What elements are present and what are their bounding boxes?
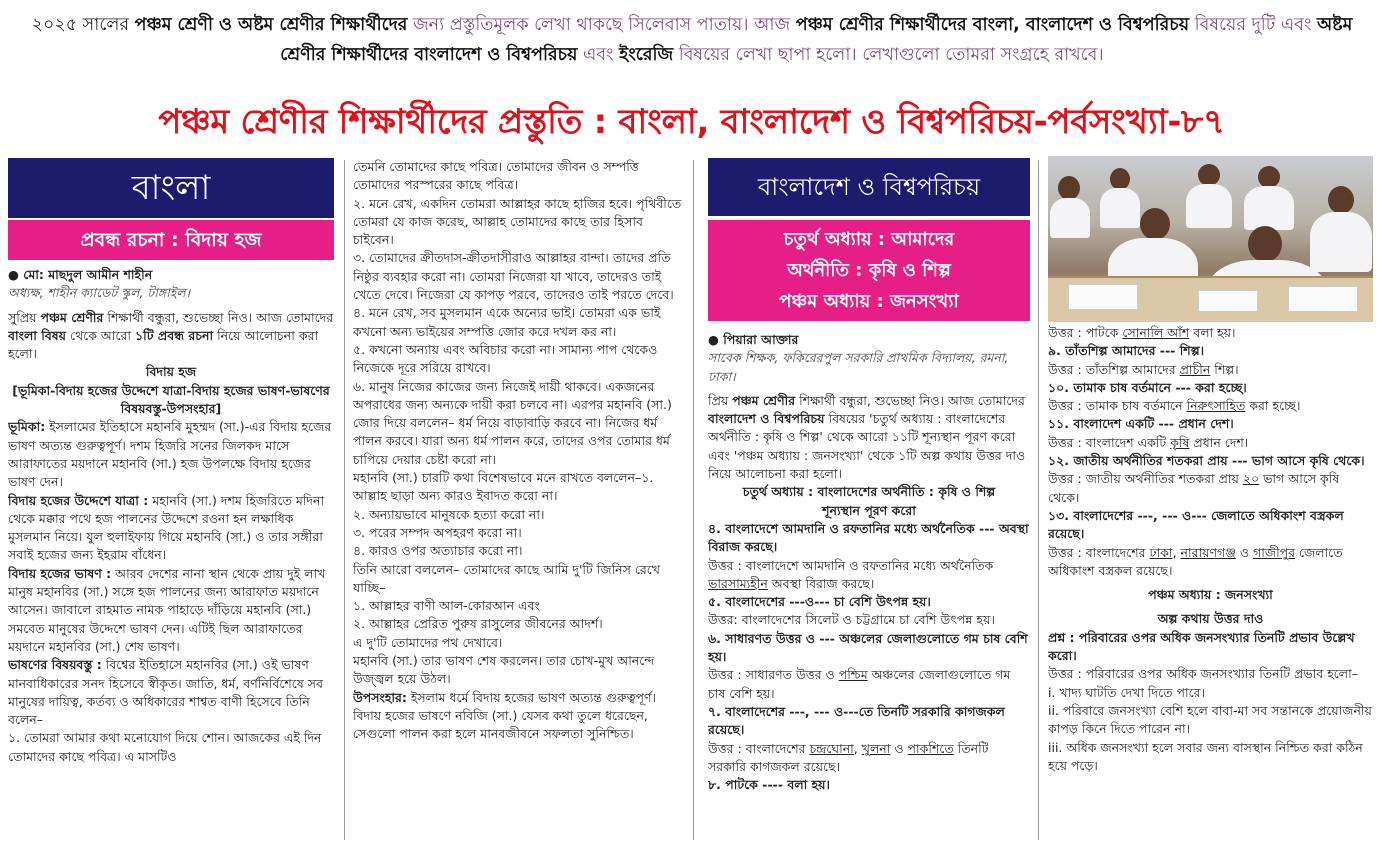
- speech-text: মহানবি (সা.) তার ভাষণ শেষ করলেন। তার চোখ-মুখ আনন্দে উজ্জ্বল হয়ে উঠল।: [353, 653, 655, 687]
- answer: [1048, 324, 1373, 342]
- question: ৬. সাধারণত উত্তর ও --- অঞ্চলের জেলাগুলোতে গম চাষ বেশি হয়।: [708, 630, 1028, 665]
- speech-point: ৪. কারও ওপর অত্যাচার করো না।: [353, 543, 523, 559]
- intro-text: অষ্টম শ্রেণীর শিক্ষার্থীদের বাংলাদেশ ও বিশ্বপরিচয়: [280, 15, 1353, 65]
- column-divider: [344, 160, 345, 840]
- speech-point: ২. মনে রেখ, একদিন তোমরা আল্লাহর কাছে হাজির হবে। পৃথিবীতে তোমরা যে কাজ করেছ, আল্লাহ তোমাদের কাছে তার হিসাব চাইবেন।: [353, 195, 682, 248]
- section-conclusion: [353, 689, 683, 744]
- text: উত্তর : বাংলাদেশে আমদানি ও রফতানির মধ্যে অর্থনৈতিক: [708, 557, 994, 573]
- text: পঞ্চম শ্রেণীর: [732, 392, 796, 408]
- answer-word: কৃষি: [1170, 434, 1190, 450]
- question: ১৩. বাংলাদেশের ---, --- ও--- জেলাতে অধিকাংশ বস্ত্রকল রয়েছে।: [1048, 507, 1344, 542]
- text: উত্তর : জাতীয় অর্থনীতির শতকরা প্রায়: [1048, 471, 1243, 487]
- text: মহানবি (সা.) দশম হিজরিতে মদিনা থেকে মক্কার পথে হজ পালনের উদ্দেশে রওনা হন লক্ষাধিক মুসলমান নিয়ে। যুল হুলাইফায় গিয়ে মহানবি (সা.) ও তার সঙ্গীরা সবাই হজের জন্য ইহরাম বাঁধেন।: [8, 492, 325, 563]
- question: ১১. বাংলাদেশ একটি --- প্রধান দেশ।: [1048, 416, 1234, 432]
- text: উত্তর : বাংলাদেশের: [1048, 544, 1150, 560]
- speech-point: ৩. পরের সম্পদ অপহরণ করো না।: [353, 524, 522, 540]
- answer: [708, 740, 1030, 777]
- author-name: ● মো: মাছদুল আমীন শাহীন: [8, 267, 153, 282]
- answer-point: i. খাদ্য ঘাটতি দেখা দিতে পারে।: [1048, 684, 1205, 700]
- text: শিল্প।: [1210, 361, 1239, 377]
- answer-word: গাজীপুর: [1253, 544, 1296, 560]
- speech-point: মহানবি (সা.) চারটি কথা বিশেষভাবে মনে রাখতে বললেন–১. আল্লাহ ছাড়া অন্য কারও ইবাদত করো না।: [353, 470, 654, 504]
- question: ৪. বাংলাদেশে আমদানি ও রফতানির মধ্যে অর্থনৈতিক --- অবস্থা বিরাজ করছে।: [708, 520, 1029, 555]
- author-role: অধ্যক্ষ, শাহীন ক্যাডেট স্কুল, টাঙ্গাইল।: [8, 285, 191, 301]
- speech-point: ৩. তোমাদের ক্রীতদাস-ক্রীতদাসীরাও আল্লাহর বান্দা। তাদের প্রতি নিষ্ঠুর ব্যবহার করো না। তোমরা নিজেরা যা খাবে, তাদেরও তাই খেতে দেবে। নিজেরা যে কাপড় পরবে, তাদেরও তাই পরতে দেবে।: [353, 250, 674, 303]
- text: বাংলাদেশ ও বিশ্বপরিচয়: [708, 411, 825, 427]
- section-journey: [8, 492, 334, 565]
- students-exam-photo: [1048, 156, 1373, 322]
- question: ৫. বাংলাদেশের ---ও--- চা বেশি উৎপন্ন হয়।: [708, 594, 931, 610]
- author-role: সাবেক শিক্ষক, ফকিরেরপুল সরকারি প্রাথমিক বিদ্যালয়, রমনা, ঢাকা।: [708, 350, 1009, 384]
- intro-text: বিষয়ের লেখা ছাপা হলো। লেখাগুলো তোমরা সংগ্রহে রাখবে।: [673, 45, 1104, 65]
- text: ,: [853, 740, 862, 756]
- answer-word: নিরুৎসাহিত: [1186, 398, 1246, 414]
- section-content: [8, 656, 334, 729]
- chapter-line: পঞ্চম অধ্যায় : জনসংখ্যা: [779, 291, 959, 312]
- speech-point: ৪. মনে রেখ, সব মুসলমান একে অন্যের ভাই। তোমরা এক ভাই কখনো অন্য ভাইয়ের সম্পত্তি জোর করে দখল কর না।: [353, 305, 661, 339]
- column-bangla-continued: [353, 158, 683, 848]
- text: ও: [890, 740, 908, 756]
- answer-word: পশ্চিম: [838, 667, 868, 683]
- chapter-title: চতুর্থ অধ্যায় : বাংলাদেশের অর্থনীতি : কৃষি ও শিল্প: [742, 484, 996, 500]
- text: উত্তর : তাঁতশিল্প আমাদের: [1048, 361, 1180, 377]
- chapter-title: পঞ্চম অধ্যায় : জনসংখ্যা: [1148, 587, 1273, 603]
- answer: [1048, 470, 1373, 507]
- speech-point: ১. আল্লাহর বাণী আল-কোরআন এবং: [353, 598, 540, 614]
- text: সুপ্রিয়: [8, 309, 41, 325]
- answer-word: নারায়ণগঞ্জ: [1180, 544, 1236, 560]
- bgs-banner: বাংলাদেশ ও বিশ্বপরিচয়: [708, 158, 1030, 216]
- question: ১২. জাতীয় অর্থনীতির শতকরা প্রায় --- ভাগ আসে কৃষি থেকে।: [1048, 453, 1365, 469]
- chapter-line: অর্থনীতি : কৃষি ও শিল্প: [787, 260, 951, 281]
- speech-point: ২. অন্যায়ভাবে মানুষকে হত্যা করো না।: [353, 506, 545, 522]
- column-bangla: [8, 158, 334, 848]
- exercise-title: শূন্যস্থান পূরণ করো: [822, 502, 916, 518]
- intro-text: পঞ্চম শ্রেণীর শিক্ষার্থীদের বাংলা, বাংলাদেশ ও বিশ্বপরিচয়: [795, 15, 1190, 35]
- text: জেলাতে অধিকাংশ বস্ত্রকল রয়েছে।: [1048, 544, 1343, 578]
- answer-word: ঢাকা: [1149, 544, 1173, 560]
- text: ইসলামের ইতিহাসে মহানবি মুহম্মদ (সা.)-এর বিদায় হজের ভাষণ অত্যন্ত গুরুত্বপূর্ণ। দশম হিজরি সনের জিলকদ মাসে আরাফাতের ময়দানে মহানবি (সা.) হজ উপলক্ষে বিদায় হজের ভাষণ দেন।: [8, 419, 332, 490]
- text: ভাগ আসে কৃষি থেকে।: [1048, 471, 1340, 505]
- answer-word: পাকশিতে: [907, 740, 954, 756]
- intro-text: ইংরেজি: [619, 45, 674, 65]
- answer-point: iii. অধিক জনসংখ্যা হলে সবার জন্য বাসস্থান নিশ্চিত করা কঠিন হয়ে পড়ে।: [1048, 739, 1363, 773]
- answer: উত্তর : পরিবারের ওপর অধিক জনসংখ্যার তিনটি প্রভাব হলো–: [1048, 666, 1358, 682]
- question: ৮. পাটকে ---- বলা হয়।: [708, 777, 831, 793]
- intro-text: পঞ্চম শ্রেণী ও অষ্টম শ্রেণীর শিক্ষার্থীদের: [134, 15, 408, 35]
- essay-intro: [8, 309, 334, 364]
- speech-point: ৫. কখনো অন্যায় এবং অবিচার করো না। সামান্য পাপ থেকেও নিজেকে দূরে সরিয়ে রাখবে।: [353, 341, 658, 376]
- speech-text: এ দু'টি তোমাদের পথ দেখাবে।: [353, 634, 503, 650]
- text: উত্তর : বাংলাদেশের: [708, 740, 810, 756]
- answer: [1048, 544, 1373, 581]
- answer: [1048, 397, 1373, 415]
- essay-outline: [ভূমিকা-বিদায় হজের উদ্দেশে যাত্রা-বিদায় হজের ভাষণ-ভাষণের বিষয়বস্তু-উপসংহার]: [12, 382, 330, 417]
- text: বলা হয়।: [1189, 325, 1236, 340]
- column-bgs: [708, 158, 1030, 848]
- question: প্রশ্ন : পরিবারের ওপর অধিক জনসংখ্যার তিনটি প্রভাব উল্লেখ করো।: [1048, 629, 1355, 664]
- intro-text: এবং: [577, 45, 620, 65]
- text: শিক্ষার্থী বন্ধুরা, শুভেচ্ছা নিও। আজ তোমাদের: [103, 309, 334, 325]
- intro-text: বিষয়ের দুটি এবং: [1189, 15, 1317, 35]
- text: উত্তর : সাধারণত উত্তর ও: [708, 667, 839, 683]
- section-heading: বিদায় হজের ভাষণ :: [8, 565, 112, 581]
- text: বাংলা বিষয়: [8, 327, 67, 343]
- text: তিনটি সরকারি কাগজকল রয়েছে।: [708, 740, 989, 774]
- answer-word: ২০: [1242, 471, 1260, 487]
- text: ,: [1172, 544, 1181, 560]
- answer: [708, 557, 1030, 594]
- question: ৭. বাংলাদেশের ---, --- ও---তে তিনটি সরকারি কাগজকল রয়েছে।: [708, 703, 1005, 738]
- text: অঞ্চলের জেলাগুলোতে গম চাষ বেশি হয়।: [708, 667, 1011, 701]
- text: থেকে আরো: [66, 327, 136, 343]
- author-name: ● পিয়ারা আক্তার: [708, 332, 799, 347]
- text: শিক্ষার্থী বন্ধুরা, শুভেচ্ছা নিও। আজ তোমাদের: [795, 392, 1025, 408]
- section-heading: ভাষণের বিষয়বস্তু :: [8, 657, 102, 673]
- speech-point: ৬. মানুষ নিজের কাজের জন্য নিজেই দায়ী থাকবে। একজনের অপরাধের জন্য অন্যকে দায়ী করা চলবে না। এরপর মহানবি (সা.) জোর দিয়ে বললেন– ধর্ম নিয়ে বাড়াবাড়ি করবে না। নিজের ধর্ম পালন করবে। যারা অন্য ধর্ম পালন করে, তাদের ওপর তোমার ধর্ম চাপিয়ে দেয়ার চেষ্টা করো না।: [353, 378, 672, 467]
- text: উত্তর : তামাক চাষ বর্তমানে: [1048, 398, 1187, 414]
- text: প্রিয়: [708, 392, 733, 408]
- bangla-banner: বাংলা: [8, 158, 334, 218]
- text: করা হচ্ছে।: [1245, 398, 1301, 414]
- essay-title: বিদায় হজ: [145, 364, 197, 380]
- speech-point: ২. আল্লাহর প্রেরিত পুরুষ রাসুলের জীবনের আদর্শ।: [353, 616, 603, 632]
- section-heading: বিদায় হজের উদ্দেশে যাত্রা :: [8, 492, 149, 508]
- text: অবস্থা বিরাজ করছে।: [767, 575, 875, 591]
- text: নিয়ে আলোচনা করা হলো।: [8, 327, 319, 362]
- text: প্রধান দেশ।: [1189, 434, 1249, 450]
- text: ইসলাম ধর্মে বিদায় হজের ভাষণ অত্যন্ত গুরুত্বপূর্ণ। বিদায় হজের ভাষণে নবিজি (সা.) যেসব কথা তুলে ধরেছেন, সেগুলো পালন করা হলে মানবজীবনে সফলতা সুনিশ্চিত।: [353, 689, 657, 742]
- answer-word: খুলনা: [861, 740, 891, 756]
- answer-word: প্রাচীন: [1179, 361, 1211, 377]
- page-headline: পঞ্চম শ্রেণীর শিক্ষার্থীদের প্রস্তুতি : বাংলা, বাংলাদেশ ও বিশ্বপরিচয়-পর্বসংখ্যা-৮৭: [158, 102, 1225, 142]
- intro-notice: [12, 10, 1372, 70]
- answer: [1048, 434, 1373, 452]
- text: ১টি প্রবন্ধ রচনা: [135, 327, 214, 343]
- answer: উত্তর: বাংলাদেশের সিলেট ও চট্টগ্রামে চা বেশি উৎপন্ন হয়।: [708, 612, 995, 628]
- text: আরব দেশের নানা স্থান থেকে প্রায় দুই লাখ মানুষ মহানবির (সা.) সঙ্গে হজ পালনের জন্য আরাফাত ময়দানে আসেন। জাবালে রাহমাত নামক পাহাড়ে দাঁড়িয়ে মহানবি (সা.) সমবেত মানুষের উদ্দেশে ভাষণ দেন। এটিই ছিল আরাফাতের ময়দানে মহানবির (সা.) শেষ ভাষণ।: [8, 565, 326, 654]
- text: উত্তর : পাটকে: [1048, 325, 1123, 340]
- section-heading: উপসংহার:: [353, 689, 407, 705]
- intro-text: ২০২৫ সালের: [31, 15, 135, 35]
- speech-text: তেমনি তোমাদের কাছে পবিত্র। তোমাদের জীবন ও সম্পত্তি তোমাদের পরস্পরের কাছে পবিত্র।: [353, 159, 639, 193]
- answer-word: চন্দ্রঘোনা: [809, 740, 854, 756]
- section-intro: [8, 418, 334, 491]
- section-heading: ভূমিকা:: [8, 419, 46, 435]
- question: ১০. তামাক চাষ বর্তমানে --- করা হচ্ছে।: [1048, 379, 1247, 395]
- text: ও: [1235, 544, 1254, 560]
- speech-point-1: ১. তোমরা আমার কথা মনোযোগ দিয়ে শোন। আজকের এই দিন তোমাদের কাছে পবিত্র। এ মাসটিও: [8, 730, 322, 764]
- chapter-line: চতুর্থ অধ্যায় : আমাদের: [783, 229, 955, 250]
- speech-text: তিনি আরো বললেন– তোমাদের কাছে আমি দু'টি জিনিস রেখে যাচ্ছি–: [353, 561, 660, 595]
- lesson-intro: [708, 392, 1030, 483]
- answer-word: সোনালি আঁশ: [1122, 325, 1190, 340]
- answer-word: ভারসাম্যহীন: [708, 575, 768, 591]
- exercise-title: অল্প কথায় উত্তর দাও: [1157, 611, 1264, 627]
- intro-text: জন্য প্রস্তুতিমূলক লেখা থাকছে সিলেবাস পাতায়। আজ: [407, 15, 796, 35]
- answer: [708, 666, 1030, 703]
- column-bgs-continued: [1048, 324, 1373, 844]
- answer-point: ii. পরিবারে জনসংখ্যা বেশি হলে বাবা-মা সব সন্তানকে প্রয়োজনীয় কাপড় কিনে দিতে পারেন না।: [1048, 702, 1372, 737]
- answer: [1048, 361, 1373, 379]
- text: বিষয়ের 'চতুর্থ অধ্যায় : বাংলাদেশের অর্থনীতি : কৃষি ও শিল্প' থেকে আরো ১১টি শূন্যস্থান পূরণ করো এবং 'পঞ্চম অধ্যায় : জনসংখ্যা' থেকে ১টি অল্প কথায় উত্তর দাও নিয়ে আলোচনা করা হলো।: [708, 411, 1026, 482]
- essay-subbanner: প্রবন্ধ রচনা : বিদায় হজ: [8, 220, 334, 260]
- text: উত্তর : বাংলাদেশ একটি: [1048, 434, 1171, 450]
- question: ৯. তাঁতশিল্প আমাদের --- শিল্প।: [1048, 343, 1205, 359]
- text: পঞ্চম শ্রেণীর: [40, 309, 104, 325]
- chapter-banner: [708, 220, 1030, 321]
- section-speech: [8, 565, 334, 656]
- column-divider: [1038, 160, 1039, 840]
- column-divider: [693, 160, 694, 840]
- text: বিশ্বের ইতিহাসে মহানবির (সা.) ওই ভাষণ মানবাধিকারের সনদ হিসেবে স্বীকৃত। জাতি, ধর্ম, বর্ণনির্বিশেষে সব মানুষের দায়িত্ব, কর্তব্য ও অধিকারের শাশ্বত বাণী হিসেবে তিনি বলেন–: [8, 657, 323, 728]
